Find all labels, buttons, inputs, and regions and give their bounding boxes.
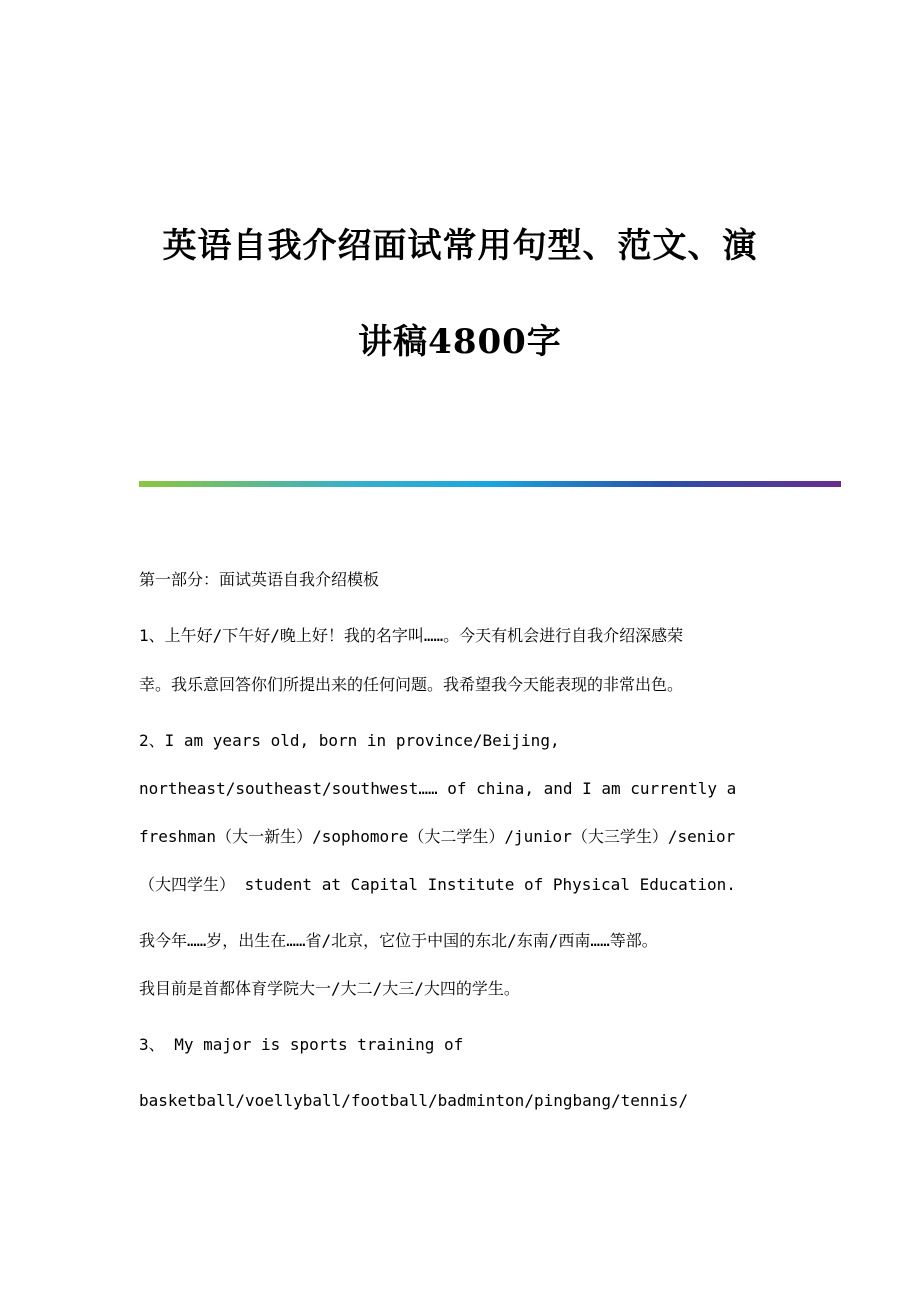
paragraph-line: （大四学生） student at Capital Institute of Physical Education.: [139, 875, 736, 894]
paragraph-line: 幸。我乐意回答你们所提出来的任何问题。我希望我今天能表现的非常出色。: [139, 675, 684, 694]
paragraph-line: 2、I am years old, born in province/Beijing,: [139, 731, 560, 750]
paragraph-line: 1、上午好/下午好/晚上好！我的名字叫……。今天有机会进行自我介绍深感荣: [139, 626, 684, 645]
paragraph-line: 我今年……岁，出生在……省/北京，它位于中国的东北/东南/西南……等部。: [139, 931, 658, 950]
section-heading: 第一部分：面试英语自我介绍模板: [139, 570, 380, 589]
document-title-line-2: 讲稿4800字: [358, 322, 562, 362]
paragraph-line: basketball/voellyball/football/badminton/pingbang/tennis/: [139, 1091, 689, 1110]
document-title-line-1: 英语自我介绍面试常用句型、范文、演: [162, 226, 758, 266]
paragraph-line: 我目前是首都体育学院大一/大二/大三/大四的学生。: [139, 979, 520, 998]
paragraph-line: 3、 My major is sports training of: [139, 1035, 464, 1054]
title-divider: [139, 481, 841, 487]
paragraph-line: northeast/southeast/southwest…… of china, and I am currently a: [139, 779, 737, 798]
paragraph-line: freshman（大一新生）/sophomore（大二学生）/junior（大三学生）/senior: [139, 827, 736, 846]
